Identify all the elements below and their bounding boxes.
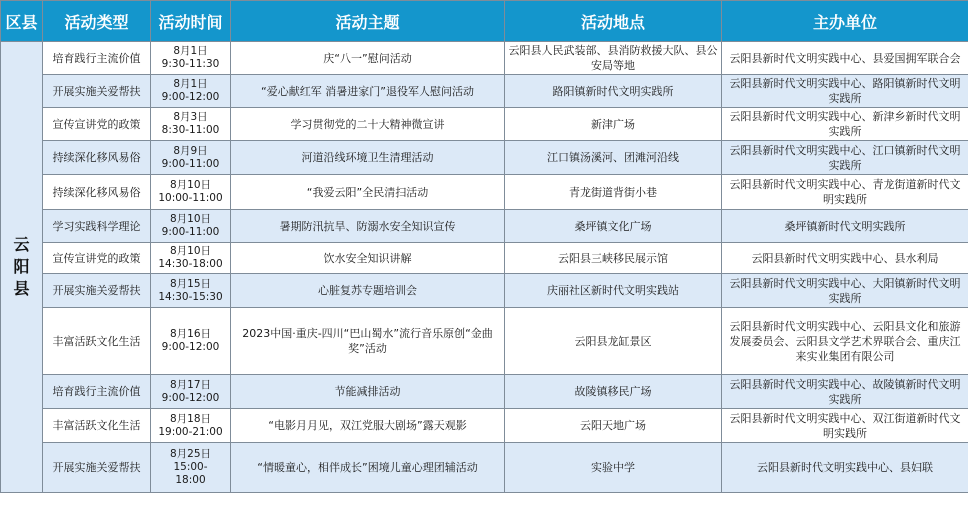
- activity-date: 8月18日: [169, 412, 212, 425]
- activity-location: 云阳县三峡移民展示馆: [505, 243, 722, 274]
- activity-theme: 河道沿线环境卫生清理活动: [231, 141, 505, 175]
- activity-type: 宣传宣讲党的政策: [43, 243, 151, 274]
- activity-organizer: 云阳县新时代文明实践中心、新津乡新时代文明实践所: [722, 108, 968, 141]
- table-row: [1, 42, 968, 75]
- activity-organizer: 云阳县新时代文明实践中心、县妇联: [722, 443, 968, 493]
- activity-organizer: 云阳县新时代文明实践中心、大阳镇新时代文明实践所: [722, 274, 968, 308]
- header-row: [1, 1, 968, 42]
- activity-date: 8月15日: [169, 277, 212, 290]
- activity-hours: 9:00-12:00: [161, 341, 220, 353]
- activity-type: 丰富活跃文化生活: [43, 409, 151, 443]
- activity-hours: 19:00-21:00: [158, 425, 223, 438]
- activity-location: 故陵镇移民广场: [505, 375, 722, 409]
- activity-date: 8月10日: [169, 179, 212, 191]
- activity-hours: 8:30-11:00: [161, 124, 220, 136]
- activity-location: 路阳镇新时代文明实践所: [505, 75, 722, 108]
- activity-hours: 9:30-11:30: [161, 58, 220, 70]
- activity-time: [151, 308, 231, 375]
- header-organizer: 主办单位: [722, 1, 968, 42]
- table-row: [1, 75, 968, 108]
- activity-location: 云阳县人民武装部、县消防救援大队、县公安局等地: [505, 42, 722, 75]
- activity-time: [151, 274, 231, 308]
- table-row: [1, 308, 968, 375]
- header-theme: 活动主题: [231, 1, 505, 42]
- activity-organizer: 云阳县新时代文明实践中心、青龙街道新时代文明实践所: [722, 175, 968, 210]
- activity-date: 8月1日: [173, 78, 208, 90]
- activity-theme: “情暖童心，相伴成长”困境儿童心理团辅活动: [231, 443, 505, 493]
- table-row: [1, 274, 968, 308]
- district-cell: [1, 42, 43, 493]
- activity-organizer: 云阳县新时代文明实践中心、县水利局: [722, 243, 968, 274]
- activity-type: 学习实践科学理论: [43, 210, 151, 243]
- activity-theme: 节能减排活动: [231, 375, 505, 409]
- activity-theme: 暑期防汛抗旱、防溺水安全知识宣传: [231, 210, 505, 243]
- header-time: 活动时间: [151, 1, 231, 42]
- header-district: 区县: [1, 1, 43, 42]
- header-location: 活动地点: [505, 1, 722, 42]
- activity-type: 持续深化移风易俗: [43, 175, 151, 210]
- activity-type: 培育践行主流价值: [43, 375, 151, 409]
- activity-theme: 心脏复苏专题培训会: [231, 274, 505, 308]
- table-row: [1, 243, 968, 274]
- activity-date: 8月9日: [173, 144, 208, 157]
- activity-location: 新津广场: [505, 108, 722, 141]
- activity-hours: 9:00-12:00: [161, 91, 220, 103]
- activity-theme: “爱心献红军 消暑进家门”退役军人慰问活动: [231, 75, 505, 108]
- activity-hours: 14:30-18:00: [158, 258, 223, 270]
- activity-hours: 18:00: [175, 474, 206, 486]
- activity-organizer: 云阳县新时代文明实践中心、双江街道新时代文明实践所: [722, 409, 968, 443]
- activity-hours: 9:00-11:00: [161, 157, 220, 170]
- activity-hours: 9:00-12:00: [161, 391, 220, 404]
- activity-time: [151, 42, 231, 75]
- activity-hours: 9:00-11:00: [161, 226, 220, 238]
- header-type: 活动类型: [43, 1, 151, 42]
- activity-location: 云阳天地广场: [505, 409, 722, 443]
- activity-date: 8月10日: [169, 245, 212, 257]
- activity-location: 实验中学: [505, 443, 722, 493]
- activity-time: [151, 375, 231, 409]
- activity-type: 开展实施关爱帮扶: [43, 75, 151, 108]
- district-name: 云阳县: [13, 235, 30, 298]
- activity-organizer: 云阳县新时代文明实践中心、县爱国拥军联合会: [722, 42, 968, 75]
- activity-time: [151, 108, 231, 141]
- table-row: [1, 375, 968, 409]
- activity-organizer: 云阳县新时代文明实践中心、云阳县文化和旅游发展委员会、云阳县文学艺术界联合会、重庆江来实业集团有限公司: [722, 308, 968, 375]
- activity-type: 宣传宣讲党的政策: [43, 108, 151, 141]
- activity-date: 8月10日: [169, 213, 212, 225]
- activity-location: 桑坪镇文化广场: [505, 210, 722, 243]
- activity-organizer: 云阳县新时代文明实践中心、路阳镇新时代文明实践所: [722, 75, 968, 108]
- activity-hours: 14:30-15:30: [158, 290, 223, 303]
- activity-location: 庆丽社区新时代文明实践站: [505, 274, 722, 308]
- activity-time: [151, 243, 231, 274]
- activity-organizer: 云阳县新时代文明实践中心、江口镇新时代文明实践所: [722, 141, 968, 175]
- table-row: [1, 443, 968, 493]
- activity-type: 开展实施关爱帮扶: [43, 443, 151, 493]
- activity-type: 培育践行主流价值: [43, 42, 151, 75]
- activity-theme: 饮水安全知识讲解: [231, 243, 505, 274]
- activity-time: [151, 141, 231, 175]
- activity-type: 开展实施关爱帮扶: [43, 274, 151, 308]
- activity-location: 云阳县龙缸景区: [505, 308, 722, 375]
- table-row: [1, 108, 968, 141]
- activity-time: [151, 409, 231, 443]
- activity-location: 青龙街道背街小巷: [505, 175, 722, 210]
- activity-theme: 学习贯彻党的二十大精神微宣讲: [231, 108, 505, 141]
- activity-type: 持续深化移风易俗: [43, 141, 151, 175]
- activity-location: 江口镇汤溪河、团滩河沿线: [505, 141, 722, 175]
- activity-time: [151, 75, 231, 108]
- table-row: [1, 175, 968, 210]
- table-row: [1, 141, 968, 175]
- activity-theme: “电影月月见，双江党服大剧场”露天观影: [231, 409, 505, 443]
- activity-theme: “我爱云阳”全民清扫活动: [231, 175, 505, 210]
- activity-theme: 2023中国·重庆-四川“巴山蜀水”流行音乐原创“金曲奖”活动: [231, 308, 505, 375]
- activity-time: [151, 443, 231, 493]
- table-row: [1, 210, 968, 243]
- activity-date: 8月1日: [173, 45, 208, 57]
- activity-time: [151, 210, 231, 243]
- activity-organizer: 云阳县新时代文明实践中心、故陵镇新时代文明实践所: [722, 375, 968, 409]
- activity-date: 8月25日 15:00-: [169, 448, 212, 473]
- activity-type: 丰富活跃文化生活: [43, 308, 151, 375]
- activity-date: 8月16日: [169, 328, 212, 340]
- activity-organizer: 桑坪镇新时代文明实践所: [722, 210, 968, 243]
- activity-date: 8月3日: [173, 111, 208, 123]
- activity-date: 8月17日: [169, 378, 212, 391]
- table-row: [1, 409, 968, 443]
- activity-theme: 庆“八一”慰问活动: [231, 42, 505, 75]
- activity-hours: 10:00-11:00: [158, 192, 223, 204]
- activity-time: [151, 175, 231, 210]
